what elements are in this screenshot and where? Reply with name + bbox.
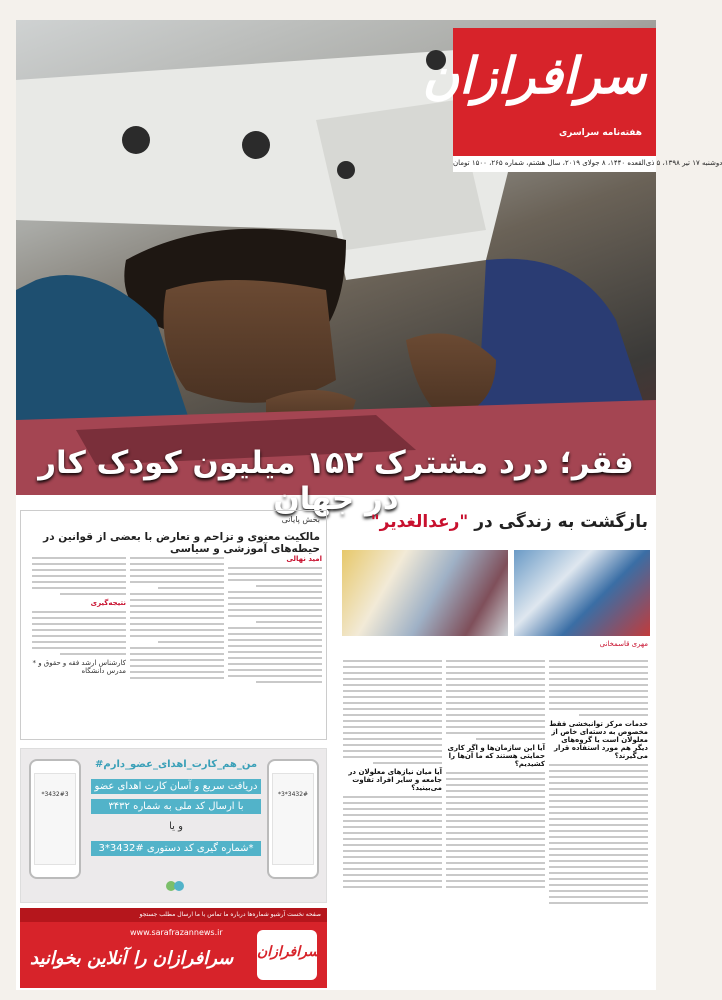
title-prefix: بازگشت به زندگی در <box>474 512 648 532</box>
text-column <box>228 553 322 733</box>
logo-text: سرافرازان <box>422 46 646 105</box>
website-url[interactable]: www.sarafrazannews.ir <box>130 928 223 937</box>
ad-line: دریافت سریع و آسان کارت اهدای عضو <box>91 779 261 794</box>
author-label: امید نهالی <box>286 555 322 563</box>
subhead-label: نتیجه‌گیری <box>90 599 126 607</box>
machine-bolt-icon <box>122 126 150 154</box>
masthead-subtitle: هفته‌نامه سراسری <box>558 128 642 138</box>
text-column <box>130 553 224 733</box>
phone-illustration <box>267 759 319 879</box>
organ-donation-ad[interactable] <box>20 748 327 903</box>
article-photo[interactable] <box>514 550 650 636</box>
left-article <box>20 510 327 740</box>
title-quote: "رعدالغدیر" <box>370 512 469 532</box>
section-label: بخش پایانی <box>281 515 320 524</box>
article-photo[interactable] <box>342 550 508 636</box>
machine-bolt-icon <box>337 161 355 179</box>
ad-hashtag: #من_هم_کارت_اهدای_عضو_دارم <box>94 759 258 770</box>
text-column <box>549 656 648 986</box>
subscription-ad[interactable] <box>20 908 327 988</box>
author-footnote: * کارشناس ارشد فقه و حقوق و مدرس دانشگاه <box>32 659 126 675</box>
ad-line: و یا <box>169 821 183 832</box>
phone-code: *3432#3 <box>41 791 69 798</box>
machine-bolt-icon <box>242 131 270 159</box>
newspaper-page <box>16 20 722 990</box>
phone-screen <box>34 773 76 865</box>
phone-illustration <box>29 759 81 879</box>
article-title[interactable]: مالکیت معنوی و تزاحم و تعارض با بعضی از قوانین در حیطه‌های آموزشی و سیاسی <box>43 531 320 555</box>
text-column <box>343 656 442 986</box>
text-column <box>446 656 545 986</box>
dateline: دوشنبه ۱۷ تیر ۱۳۹۸، ۵ ذی‌القعده ۱۴۴۰، ۸ جولای ۲۰۱۹، سال هشتم، شماره ۲۶۵، ۱۵۰۰ تومان <box>453 156 656 172</box>
text-column <box>32 553 126 733</box>
ad-line: شماره گیری کد دستوری #3432*3* <box>91 841 261 856</box>
article-body <box>27 553 322 735</box>
photo-credit: مهری قاسمخانی <box>599 640 648 648</box>
interview-question: آیا این سازمان‌ها و اگر کاری حمایتی هستند که ما آن‌ها را کشیدیم؟ <box>447 744 545 768</box>
right-article <box>334 510 652 988</box>
masthead-logo[interactable] <box>422 28 656 156</box>
hero-photo <box>16 20 722 517</box>
interview-question: خدمات مرکز توانبخشی فقط مخصوص به دسته‌ای خاص از معلولان است یا گروه‌های دیگر هم مورد استفاده قرار می‌گیرند؟ <box>549 720 648 760</box>
ad-slogan: سرافرازان را آنلاین بخوانید <box>30 948 234 969</box>
organ-donation-logo-icon <box>166 879 184 893</box>
article-title[interactable] <box>336 512 648 532</box>
ad-nav-strip: صفحه نخست آرشیو شماره‌ها درباره ما تماس با ما ارسال مطلب جستجو <box>20 908 327 922</box>
article-body <box>338 656 648 986</box>
phone-screen <box>272 773 314 865</box>
main-headline[interactable]: فقر؛ درد مشترک ۱۵۲ میلیون کودک کار در جهان <box>38 445 634 517</box>
phone-code: *3*3432# <box>277 791 309 798</box>
ad-logo: سرافرازان <box>257 930 317 980</box>
ad-line: با ارسال کد ملی به شماره ۳۴۳۲ <box>91 799 261 814</box>
interview-question: آیا میان نیازهای معلولان در جامعه و سایر افراد تفاوت می‌بینید؟ <box>348 768 442 792</box>
